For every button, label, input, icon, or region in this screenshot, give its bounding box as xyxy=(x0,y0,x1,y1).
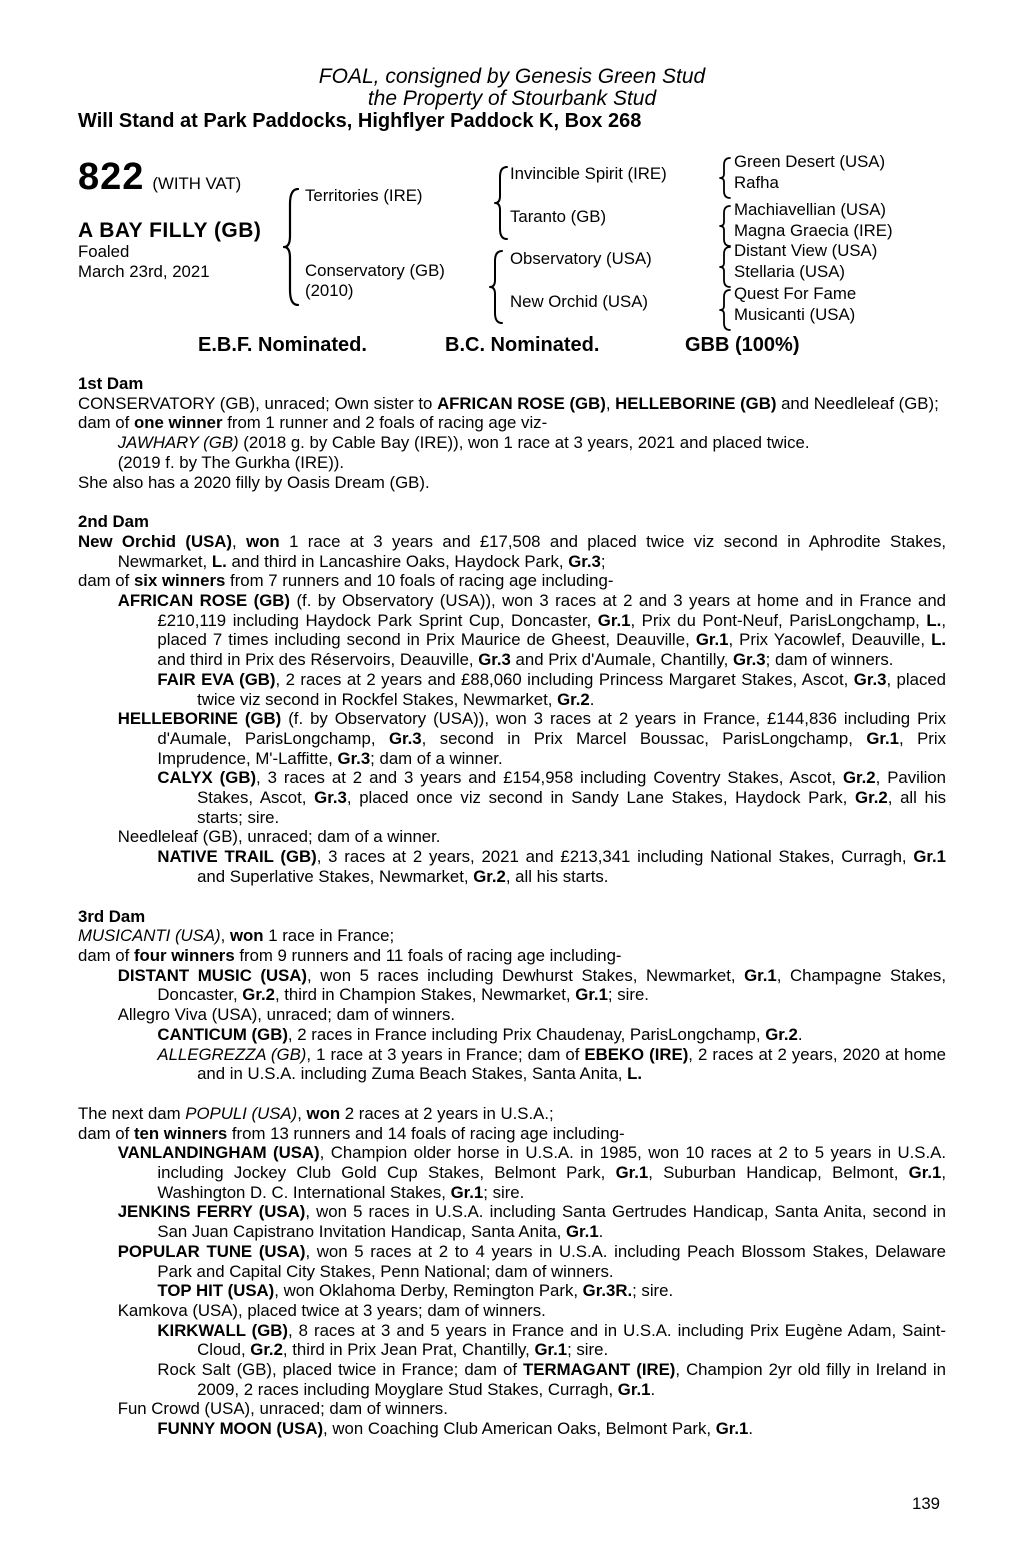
text-run: Gr.1 xyxy=(597,610,631,630)
pedigree-paragraph xyxy=(78,1419,946,1439)
text-run: TERMAGANT (IRE) xyxy=(523,1360,676,1380)
text-run: L. xyxy=(211,551,227,571)
text-run: ; sire. xyxy=(632,1281,674,1301)
text-run: Gr.3 xyxy=(732,650,766,670)
brace-icon xyxy=(719,205,731,247)
text-run: HELLEBORINE (GB) xyxy=(117,709,282,729)
foaled-label: Foaled xyxy=(78,242,130,261)
text-run: ; sire. xyxy=(607,985,649,1005)
text-run: , 1 race at 3 years in France; dam of xyxy=(306,1044,585,1064)
horse-description: A BAY FILLY (GB) xyxy=(78,219,262,242)
text-run: Gr.1 xyxy=(575,985,608,1005)
pedigree-paragraph xyxy=(78,1321,946,1360)
text-run: ; dam of a winner. xyxy=(370,748,503,768)
dam-section-heading: 3rd Dam xyxy=(78,906,146,926)
text-run: DISTANT MUSIC (USA) xyxy=(117,965,308,985)
text-run: . xyxy=(797,1024,803,1044)
ancestor-name: Green Desert (USA) xyxy=(734,152,886,171)
text-run: Gr.1 xyxy=(695,630,729,650)
lot-number: 822 xyxy=(78,156,145,198)
text-run: POPULAR TUNE (USA) xyxy=(117,1241,306,1261)
text-run: , all his starts; sire. xyxy=(197,788,947,827)
text-run: won xyxy=(306,1103,341,1123)
text-run: MUSICANTI (USA) xyxy=(78,926,221,946)
text-run: , Washington D. C. International Stakes, xyxy=(157,1163,946,1202)
ancestor-name: Machiavellian (USA) xyxy=(734,200,887,219)
text-run: 1 race at 3 years and £17,508 and placed twice viz second in Aphrodite Stakes, Newmarket, xyxy=(117,531,946,571)
dam-section xyxy=(78,374,946,492)
brace-icon xyxy=(283,188,299,306)
pedigree-paragraph xyxy=(78,571,946,591)
consignor-line: FOAL, consigned by Genesis Green Stud xyxy=(318,65,706,88)
text-run: , Champion 2yr old filly in Ireland in 2009, 2 races including Moyglare Stud Stakes, Curragh, xyxy=(197,1360,946,1399)
dam-sire-name: Observatory (USA) xyxy=(510,249,652,268)
text-run: , won 5 races in U.S.A. including Santa Gertrudes Handicap, Santa Anita, second in San Juan Capistrano Invitation Handicap, Santa Anita, xyxy=(157,1202,946,1242)
pedigree-paragraph xyxy=(78,847,946,886)
dam-year: (2010) xyxy=(305,280,354,300)
pedigree-paragraph xyxy=(78,1025,946,1045)
property-line: the Property of Stourbank Stud xyxy=(367,87,657,110)
pedigree-paragraph xyxy=(78,453,946,473)
text-run: , third in Champion Stakes, Newmarket, xyxy=(274,985,576,1005)
text-run: Fun Crowd (USA), unraced; dam of winners. xyxy=(117,1399,448,1419)
text-run: L. xyxy=(931,630,946,650)
text-run: and Prix d'Aumale, Chantilly, xyxy=(510,650,733,670)
ancestor-name: Stellaria (USA) xyxy=(734,261,845,281)
pedigree-paragraph xyxy=(78,1399,946,1419)
pedigree-paragraph xyxy=(78,827,946,847)
sire-dam-name: Taranto (GB) xyxy=(510,207,607,226)
text-run: Gr.1 xyxy=(566,1222,599,1242)
text-run: KIRKWALL (GB) xyxy=(157,1320,289,1340)
text-run: Gr.1 xyxy=(450,1182,484,1202)
pedigree-paragraph xyxy=(78,1045,946,1084)
text-run: HELLEBORINE (GB) xyxy=(615,393,777,413)
sire-sire-name: Invincible Spirit (IRE) xyxy=(510,164,667,183)
text-run: , xyxy=(297,1103,307,1123)
text-run: 2 races at 2 years in U.S.A.; xyxy=(340,1103,554,1123)
text-run: The next dam xyxy=(78,1103,186,1123)
text-run: POPULI (USA) xyxy=(185,1103,298,1123)
text-run: (2018 g. by Cable Bay (IRE)), won 1 race at 3 years, 2021 and placed twice. xyxy=(238,433,810,453)
pedigree-paragraph xyxy=(78,1242,946,1281)
text-run: VANLANDINGHAM (USA) xyxy=(117,1143,320,1163)
text-run: , placed twice viz second in Rockfel Stakes, Newmarket, xyxy=(197,669,946,709)
nomination-ebf: E.B.F. Nominated. xyxy=(198,334,367,356)
text-run: , third in Prix Jean Prat, Chantilly, xyxy=(282,1340,535,1360)
text-run: Gr.1 xyxy=(617,1379,651,1399)
brace-icon xyxy=(489,250,503,324)
text-run: Gr.2 xyxy=(242,985,275,1005)
text-run: Gr.3 xyxy=(853,669,887,689)
text-run: ; sire. xyxy=(567,1340,609,1360)
text-run: New Orchid (USA) xyxy=(78,531,233,551)
text-run: , Champion older horse in U.S.A. in 1985, won 10 races at 2 to 5 years in U.S.A. including Jockey Club Gold Cup Stakes, Belmont Park, xyxy=(157,1143,946,1183)
text-run: from 9 runners and 11 foals of racing age including- xyxy=(234,945,622,965)
text-run: ; sire. xyxy=(483,1182,525,1202)
page-number: 139 xyxy=(912,1494,940,1513)
text-run: JENKINS FERRY (USA) xyxy=(117,1202,306,1222)
text-run: dam of xyxy=(78,571,134,591)
text-run: AFRICAN ROSE (GB) xyxy=(437,393,606,413)
text-run: four winners xyxy=(133,945,235,965)
text-run: , 8 races at 3 and 5 years in France and in U.S.A. including Prix Eugène Adam, Saint-Cloud, xyxy=(197,1320,946,1360)
text-run: and third in Prix des Réservoirs, Deauville, xyxy=(157,650,479,670)
text-run: , all his starts. xyxy=(505,866,609,886)
text-run: , xyxy=(605,393,616,413)
text-run: six winners xyxy=(133,571,226,591)
text-run: , placed once viz second in Sandy Lane Stakes, Haydock Park, xyxy=(346,788,856,808)
text-run: 1 race in France; xyxy=(263,926,395,946)
text-run: (f. by Observatory (USA)), won 3 races at 2 years in France, £144,836 including Prix d'Aumale, ParisLongchamp, xyxy=(157,709,946,748)
text-run: , won Coaching Club American Oaks, Belmont Park, xyxy=(323,1419,716,1439)
text-run: Gr.2 xyxy=(250,1340,283,1360)
brace-icon xyxy=(494,166,508,240)
ancestor-name: Quest For Fame xyxy=(734,284,857,303)
text-run: Gr.1 xyxy=(715,1419,749,1439)
text-run: , won 5 races at 2 to 4 years in U.S.A. including Peach Blossom Stakes, Delaware Park and Capital City Stakes, Penn National; dam of winners. xyxy=(157,1241,946,1281)
text-run: Gr.3R. xyxy=(582,1281,633,1301)
text-run: dam of xyxy=(78,1123,134,1143)
text-run: ; xyxy=(600,551,606,571)
text-run: , second in Prix Marcel Boussac, ParisLongchamp, xyxy=(421,728,867,748)
text-run: Gr.1 xyxy=(913,847,947,867)
text-run: , won 5 races including Dewhurst Stakes, Newmarket, xyxy=(307,965,745,985)
text-run: Allegro Viva (USA), unraced; dam of winners. xyxy=(117,1005,456,1025)
brace-icon xyxy=(719,289,731,331)
pedigree-paragraph xyxy=(78,1104,946,1124)
text-run: . xyxy=(650,1379,656,1399)
text-run: Needleleaf (GB), unraced; dam of a winner. xyxy=(117,827,441,847)
text-run: NATIVE TRAIL (GB) xyxy=(157,847,317,867)
text-run: Gr.2 xyxy=(473,866,506,886)
text-run: dam of xyxy=(78,945,134,965)
brace-icon xyxy=(719,246,731,288)
text-run: and Needleleaf (GB); xyxy=(776,393,939,413)
sire-name: Territories (IRE) xyxy=(305,186,423,205)
text-run: FUNNY MOON (USA) xyxy=(157,1419,324,1439)
text-run: , Champagne Stakes, Doncaster, xyxy=(157,965,946,1005)
text-run: , 3 races at 2 years, 2021 and £213,341 including National Stakes, Curragh, xyxy=(316,847,914,867)
text-run: FAIR EVA (GB) xyxy=(157,669,276,689)
pedigree-paragraph xyxy=(78,1124,946,1144)
ancestor-name: Distant View (USA) xyxy=(734,241,878,260)
text-run: won xyxy=(246,531,280,551)
brace-icon xyxy=(719,157,731,199)
ancestor-name: Rafha xyxy=(734,172,779,192)
foaled-block xyxy=(78,242,210,281)
text-run: Gr.1 xyxy=(534,1340,568,1360)
text-run: L. xyxy=(926,610,942,630)
ancestor-pair xyxy=(734,152,885,193)
text-run: and Superlative Stakes, Newmarket, xyxy=(197,866,474,886)
text-run: TOP HIT (USA) xyxy=(157,1281,275,1301)
pedigree-paragraph xyxy=(78,709,946,768)
text-run: AFRICAN ROSE (GB) xyxy=(117,591,290,611)
pedigree-paragraph xyxy=(78,768,946,827)
text-run: Gr.2 xyxy=(557,689,590,709)
pedigree-paragraph xyxy=(78,413,946,433)
pedigree-paragraph xyxy=(78,394,946,414)
text-run: , won Oklahoma Derby, Remington Park, xyxy=(274,1281,583,1301)
text-run: ALLEGREZZA (GB) xyxy=(157,1044,307,1064)
text-run: from 7 runners and 10 foals of racing age including- xyxy=(225,571,614,591)
text-run: CALYX (GB) xyxy=(157,768,257,788)
text-run: from 1 runner and 2 foals of racing age viz- xyxy=(222,413,548,433)
text-run: dam of xyxy=(78,413,134,433)
text-run: Gr.1 xyxy=(866,728,899,748)
text-run: , Prix Yacowlef, Deauville, xyxy=(728,630,932,650)
text-run: CONSERVATORY (GB), unraced; Own sister to xyxy=(78,393,438,413)
text-run: , 3 races at 2 and 3 years and £154,958 including Coventry Stakes, Ascot, xyxy=(256,768,843,788)
text-run: Gr.2 xyxy=(842,768,876,788)
text-run: , placed 7 times including second in Prix Maurice de Gheest, Deauville, xyxy=(157,610,947,650)
text-run: EBEKO (IRE) xyxy=(584,1044,689,1064)
pedigree-paragraph xyxy=(78,1143,946,1202)
text-run: (f. by Observatory (USA)), won 3 races at 2 and 3 years at home and in France and £210,119 including Haydock Park Sprint Cup, Doncaster, xyxy=(157,591,946,630)
nomination-gbb: GBB (100%) xyxy=(685,334,800,356)
text-run: , xyxy=(220,926,230,946)
text-run: and third in Lancashire Oaks, Haydock Park, xyxy=(226,551,569,571)
text-run: , xyxy=(232,531,247,551)
pedigree-paragraph xyxy=(78,926,946,946)
ancestor-pair xyxy=(734,241,877,282)
text-run: Gr.3 xyxy=(388,728,422,748)
text-run: (2019 f. by The Gurkha (IRE)). xyxy=(117,452,345,472)
text-run: , Prix du Pont-Neuf, ParisLongchamp, xyxy=(630,610,927,630)
ancestor-pair xyxy=(734,200,893,241)
ancestor-name: Musicanti (USA) xyxy=(734,304,856,324)
text-run: , 2 races at 2 years and £88,060 including Princess Margaret Stakes, Ascot, xyxy=(275,669,854,689)
dam-section xyxy=(78,1104,946,1439)
text-run: , 2 races in France including Prix Chaudenay, ParisLongchamp, xyxy=(287,1024,766,1044)
lot-header xyxy=(78,157,241,197)
dam-dam-name: New Orchid (USA) xyxy=(510,292,649,311)
text-run: Rock Salt (GB), placed twice in France; dam of xyxy=(157,1360,524,1380)
dam-name: Conservatory (GB) xyxy=(305,261,445,280)
text-run: Gr.3 xyxy=(337,748,371,768)
text-run: CANTICUM (GB) xyxy=(157,1024,288,1044)
pedigree-paragraph xyxy=(78,966,946,1005)
text-run: L. xyxy=(627,1064,643,1084)
text-run: , Pavilion Stakes, Ascot, xyxy=(197,768,946,808)
text-run: , Suburban Handicap, Belmont, xyxy=(648,1163,909,1183)
text-run: Gr.3 xyxy=(478,650,511,670)
dam-name-block xyxy=(305,261,445,300)
text-run: Gr.2 xyxy=(765,1024,798,1044)
pedigree-paragraph xyxy=(78,1360,946,1399)
text-run: won xyxy=(229,926,264,946)
dam-section xyxy=(78,512,946,886)
text-run: She also has a 2020 filly by Oasis Dream (GB). xyxy=(78,472,430,492)
text-run: Gr.1 xyxy=(744,965,777,985)
pedigree-paragraph xyxy=(78,433,946,453)
pedigree-paragraph xyxy=(78,532,946,571)
text-run: Gr.3 xyxy=(568,551,601,571)
pedigree-paragraph xyxy=(78,670,946,709)
text-run: ten winners xyxy=(133,1123,228,1143)
text-run: one winner xyxy=(133,413,223,433)
text-run: , 2 races at 2 years, 2020 at home and in U.S.A. including Zuma Beach Stakes, Santa Anita, xyxy=(197,1044,946,1084)
text-run: Gr.2 xyxy=(855,788,888,808)
foaled-date: March 23rd, 2021 xyxy=(78,261,210,281)
pedigree-paragraph xyxy=(78,1301,946,1321)
text-run: from 13 runners and 14 foals of racing age including- xyxy=(227,1123,625,1143)
text-run: Gr.1 xyxy=(908,1163,942,1183)
text-run: Gr.3 xyxy=(314,788,347,808)
text-run: . xyxy=(598,1222,604,1242)
text-run: Gr.1 xyxy=(615,1163,649,1183)
ancestor-name: Magna Graecia (IRE) xyxy=(734,220,893,240)
dam-section xyxy=(78,907,946,1084)
dam-sections xyxy=(78,374,946,1439)
text-run: . xyxy=(748,1419,754,1439)
stand-location-line: Will Stand at Park Paddocks, Highflyer Paddock K, Box 268 xyxy=(78,110,642,132)
text-run: ; dam of winners. xyxy=(765,650,894,670)
ancestor-pair xyxy=(734,284,856,325)
dam-section-heading: 2nd Dam xyxy=(78,512,149,532)
pedigree-paragraph xyxy=(78,1281,946,1301)
pedigree-paragraph xyxy=(78,591,946,670)
pedigree-paragraph xyxy=(78,1202,946,1241)
pedigree-paragraph xyxy=(78,946,946,966)
text-run: Kamkova (USA), placed twice at 3 years; dam of winners. xyxy=(117,1300,546,1320)
vat-note: (WITH VAT) xyxy=(152,174,242,193)
dam-section-heading: 1st Dam xyxy=(78,374,144,393)
text-run: , Prix Imprudence, M'-Laffitte, xyxy=(157,728,946,768)
pedigree-paragraph xyxy=(78,473,946,493)
text-run: JAWHARY (GB) xyxy=(117,433,239,453)
nomination-bc: B.C. Nominated. xyxy=(445,334,600,356)
text-run: . xyxy=(589,689,595,709)
pedigree-paragraph xyxy=(78,1005,946,1025)
